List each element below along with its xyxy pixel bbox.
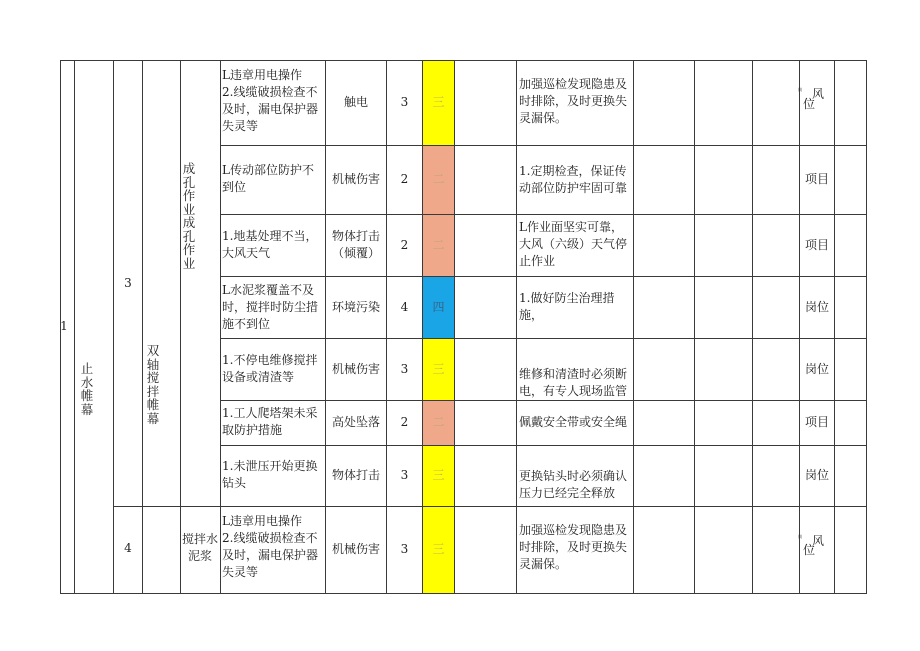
accident-type: 机械伤害 xyxy=(331,361,380,376)
hazard-text: L违章用电操作 2.线缆破损检查不 及时，漏电保护器 失灵等 xyxy=(222,68,319,133)
risk-score: 2 xyxy=(400,172,409,186)
risk-level: 二 xyxy=(432,172,445,186)
responsibility-mark: 岗 xyxy=(798,534,802,539)
risk-level: 三 xyxy=(432,95,445,109)
activity-drilling: 成孔作业成孔作业 xyxy=(182,161,196,271)
risk-score: 3 xyxy=(400,361,409,376)
risk-level: 四 xyxy=(432,299,445,314)
responsibility: 岗位 xyxy=(804,468,829,482)
risk-level: 三 xyxy=(432,542,445,556)
accident-type: 机械伤害 xyxy=(331,172,380,186)
risk-level: 三 xyxy=(432,361,445,376)
hazard-text: 1.地基处理不当， 大风天气 xyxy=(222,229,318,260)
accident-type: 机械伤害 xyxy=(331,542,380,556)
hazard-text: L传动部位防护不 到位 xyxy=(222,163,314,194)
hazard-text: 1.工人爬塔架未采 取防护措施 xyxy=(222,406,318,437)
responsibility-b: 位 xyxy=(803,543,816,557)
responsibility-mark: 岗 xyxy=(798,87,802,92)
risk-level: 二 xyxy=(432,237,445,252)
risk-score: 2 xyxy=(400,237,409,252)
risk-level: 二 xyxy=(432,415,445,429)
group-name: 止水帷幕 xyxy=(80,361,94,417)
accident-type: 环境污染 xyxy=(331,299,380,314)
last-number: 4 xyxy=(124,541,132,555)
risk-score: 4 xyxy=(400,299,409,314)
control-measure: L作业面坚实可靠， 大风（六级）天气停 止作业 xyxy=(519,220,628,268)
control-measure: 更换钻头时必须确认 压力已经完全释放 xyxy=(519,469,628,500)
group-number: 1 xyxy=(60,319,68,333)
control-measure: 1.定期检查，保证传 动部位防护牢固可靠 xyxy=(519,164,628,195)
control-measure: 加强巡检发现隐患及 时排除，及时更换失 灵漏保。 xyxy=(519,523,628,571)
activity-mixing: 搅拌水泥浆 xyxy=(181,532,218,563)
responsibility-a: 风 xyxy=(812,534,825,548)
control-measure: 1.做好防尘治理措 施， xyxy=(519,291,615,322)
hazard-text: L水泥浆覆盖不及 时，搅拌时防尘措 施不到位 xyxy=(222,283,319,331)
sub-name: 双轴搅拌帷幕 xyxy=(146,343,160,426)
risk-score: 3 xyxy=(400,542,409,556)
control-measure: 佩戴安全带或安全绳 xyxy=(519,415,628,429)
hazard-text: 1.不停电维修搅拌 设备或清渣等 xyxy=(222,353,318,384)
accident-type: 物体打击 （倾覆） xyxy=(331,229,380,260)
risk-level: 三 xyxy=(432,468,445,482)
risk-score: 2 xyxy=(400,415,409,429)
responsibility: 项目 xyxy=(804,237,829,252)
accident-type: 高处坠落 xyxy=(331,415,380,429)
accident-type: 触电 xyxy=(343,95,368,109)
responsibility: 岗位 xyxy=(804,361,829,376)
responsibility-b: 位 xyxy=(803,97,816,111)
hazard-text: 1.未泄压开始更换 钻头 xyxy=(222,459,318,490)
risk-score: 3 xyxy=(400,468,409,482)
control-measure: 维修和清渣时必须断 电，有专人现场监管 xyxy=(519,367,628,398)
accident-type: 物体打击 xyxy=(331,468,380,482)
responsibility: 项目 xyxy=(804,172,829,186)
responsibility: 岗位 xyxy=(804,299,829,314)
responsibility: 项目 xyxy=(804,415,829,429)
risk-score: 3 xyxy=(400,95,409,109)
responsibility-a: 风 xyxy=(812,87,825,101)
hazard-text: L违章用电操作 2.线缆破损检查不 及时，漏电保护器 失灵等 xyxy=(222,514,319,579)
sub-number: 3 xyxy=(124,276,132,290)
control-measure: 加强巡检发现隐患及 时排除，及时更换失 灵漏保。 xyxy=(519,77,628,125)
